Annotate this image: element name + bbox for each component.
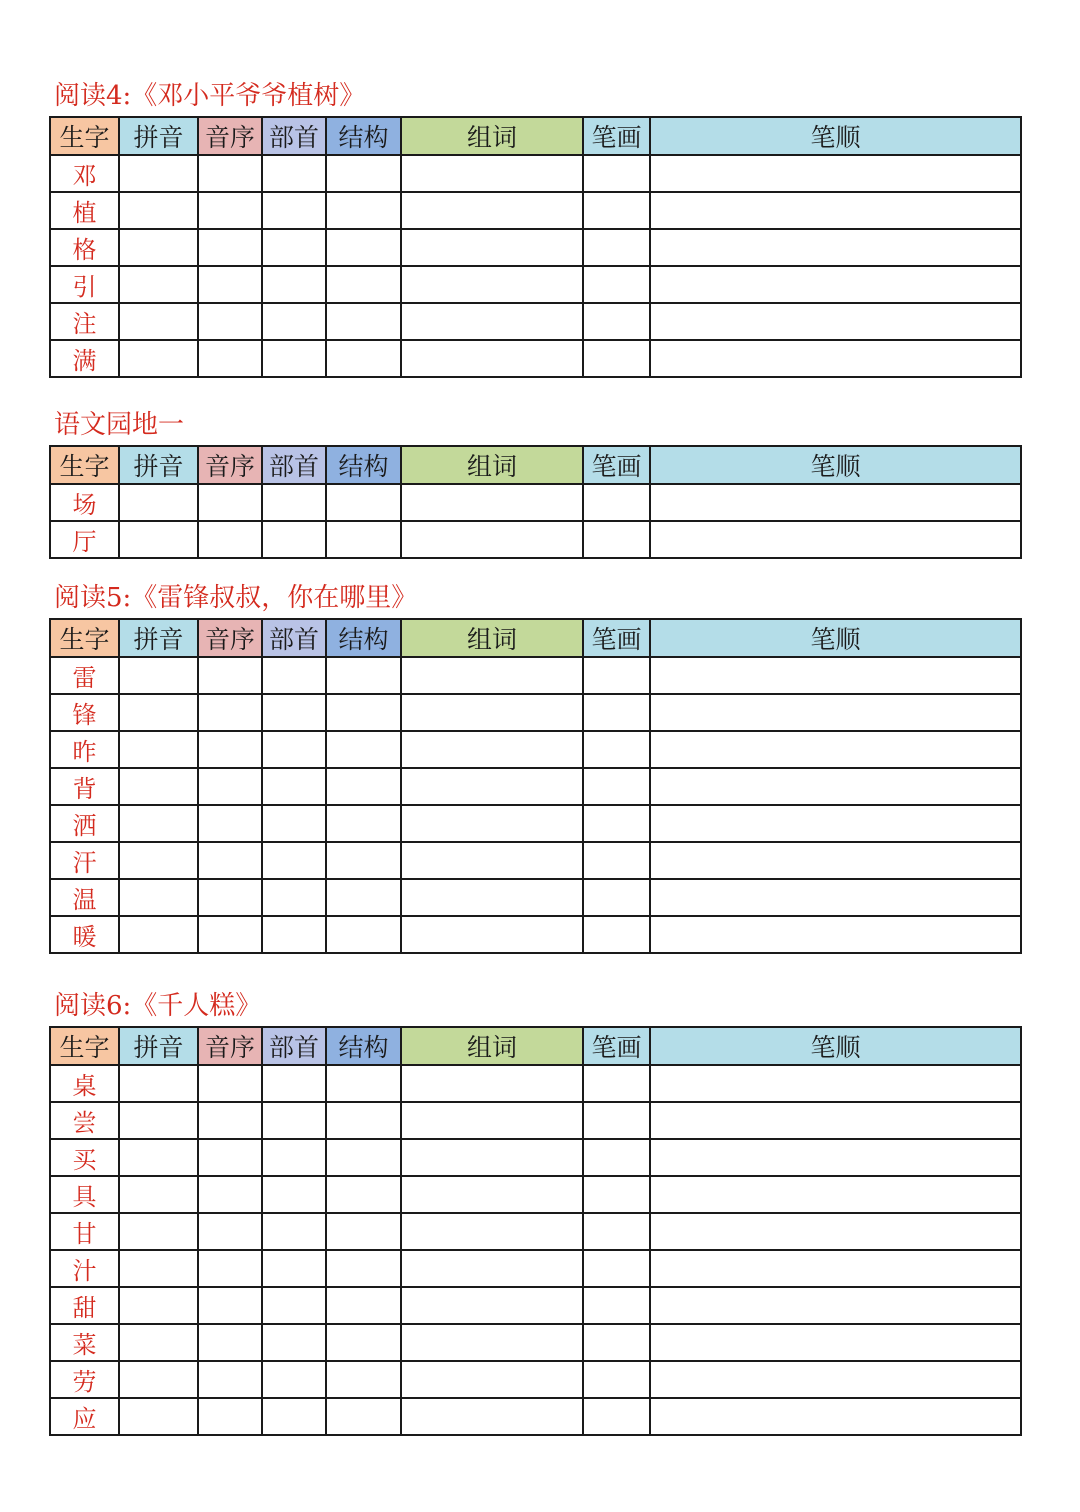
blank-jiegou-cell[interactable] [326, 657, 401, 694]
header-row [50, 1027, 1021, 1065]
blank-bushou-cell[interactable] [262, 1213, 326, 1250]
character-cell: 汁 [50, 1250, 119, 1287]
blank-bihua-cell[interactable] [583, 192, 650, 229]
blank-bishun-cell[interactable] [650, 768, 1021, 805]
blank-bihua-cell[interactable] [583, 1139, 650, 1176]
blank-bihua-cell[interactable] [583, 340, 650, 377]
section-title: 阅读6:《千人糕》 [54, 991, 262, 1021]
header-pinyin: 拼音 [119, 619, 198, 657]
blank-zuci-cell[interactable] [401, 1102, 583, 1139]
blank-bihua-cell[interactable] [583, 768, 650, 805]
blank-yinxu-cell[interactable] [198, 192, 262, 229]
blank-yinxu-cell[interactable] [198, 155, 262, 192]
blank-bishun-cell[interactable] [650, 1361, 1021, 1398]
blank-zuci-cell[interactable] [401, 229, 583, 266]
blank-yinxu-cell[interactable] [198, 1176, 262, 1213]
table-row [50, 1139, 1021, 1176]
blank-pinyin-cell[interactable] [119, 521, 198, 558]
blank-bushou-cell[interactable] [262, 266, 326, 303]
header-bushou: 部首 [262, 1027, 326, 1065]
blank-zuci-cell[interactable] [401, 879, 583, 916]
blank-bishun-cell[interactable] [650, 303, 1021, 340]
table-row [50, 842, 1021, 879]
blank-bihua-cell[interactable] [583, 1324, 650, 1361]
blank-zuci-cell[interactable] [401, 1065, 583, 1102]
table-row [50, 731, 1021, 768]
character-cell: 洒 [50, 805, 119, 842]
blank-yinxu-cell[interactable] [198, 842, 262, 879]
blank-bushou-cell[interactable] [262, 879, 326, 916]
blank-bihua-cell[interactable] [583, 1102, 650, 1139]
header-jiegou: 结构 [326, 619, 401, 657]
blank-bishun-cell[interactable] [650, 155, 1021, 192]
character-cell: 昨 [50, 731, 119, 768]
blank-pinyin-cell[interactable] [119, 805, 198, 842]
blank-jiegou-cell[interactable] [326, 155, 401, 192]
blank-bihua-cell[interactable] [583, 1213, 650, 1250]
blank-zuci-cell[interactable] [401, 303, 583, 340]
blank-bihua-cell[interactable] [583, 916, 650, 953]
blank-jiegou-cell[interactable] [326, 1139, 401, 1176]
blank-bishun-cell[interactable] [650, 694, 1021, 731]
table-row [50, 805, 1021, 842]
blank-yinxu-cell[interactable] [198, 694, 262, 731]
character-table [49, 116, 1022, 378]
blank-jiegou-cell[interactable] [326, 1287, 401, 1324]
character-cell: 厅 [50, 521, 119, 558]
header-yinxu: 音序 [198, 1027, 262, 1065]
blank-bishun-cell[interactable] [650, 1176, 1021, 1213]
blank-bishun-cell[interactable] [650, 266, 1021, 303]
blank-yinxu-cell[interactable] [198, 1398, 262, 1435]
blank-bihua-cell[interactable] [583, 303, 650, 340]
character-table [49, 445, 1022, 559]
header-bihua: 笔画 [583, 619, 650, 657]
header-shengzi: 生字 [50, 117, 119, 155]
header-yinxu: 音序 [198, 117, 262, 155]
table-row [50, 340, 1021, 377]
header-pinyin: 拼音 [119, 117, 198, 155]
blank-bushou-cell[interactable] [262, 192, 326, 229]
blank-pinyin-cell[interactable] [119, 1361, 198, 1398]
table-row [50, 521, 1021, 558]
blank-bihua-cell[interactable] [583, 1250, 650, 1287]
header-bishun: 笔顺 [650, 446, 1021, 484]
blank-yinxu-cell[interactable] [198, 1361, 262, 1398]
character-cell: 雷 [50, 657, 119, 694]
blank-jiegou-cell[interactable] [326, 1250, 401, 1287]
blank-bishun-cell[interactable] [650, 916, 1021, 953]
blank-pinyin-cell[interactable] [119, 1102, 198, 1139]
blank-pinyin-cell[interactable] [119, 731, 198, 768]
table-row [50, 1250, 1021, 1287]
blank-pinyin-cell[interactable] [119, 484, 198, 521]
character-cell: 满 [50, 340, 119, 377]
blank-jiegou-cell[interactable] [326, 340, 401, 377]
character-cell: 锋 [50, 694, 119, 731]
blank-bushou-cell[interactable] [262, 1361, 326, 1398]
blank-zuci-cell[interactable] [401, 916, 583, 953]
table-row [50, 229, 1021, 266]
blank-bishun-cell[interactable] [650, 229, 1021, 266]
blank-bushou-cell[interactable] [262, 1102, 326, 1139]
character-cell: 注 [50, 303, 119, 340]
blank-bihua-cell[interactable] [583, 1176, 650, 1213]
blank-zuci-cell[interactable] [401, 842, 583, 879]
blank-yinxu-cell[interactable] [198, 1139, 262, 1176]
blank-pinyin-cell[interactable] [119, 842, 198, 879]
character-table [49, 618, 1022, 954]
blank-bihua-cell[interactable] [583, 155, 650, 192]
blank-bushou-cell[interactable] [262, 155, 326, 192]
blank-bushou-cell[interactable] [262, 484, 326, 521]
blank-pinyin-cell[interactable] [119, 155, 198, 192]
header-bihua: 笔画 [583, 1027, 650, 1065]
blank-zuci-cell[interactable] [401, 1176, 583, 1213]
table-row [50, 1065, 1021, 1102]
blank-pinyin-cell[interactable] [119, 879, 198, 916]
section-title: 阅读5:《雷锋叔叔，你在哪里》 [54, 583, 418, 613]
blank-yinxu-cell[interactable] [198, 657, 262, 694]
blank-yinxu-cell[interactable] [198, 1102, 262, 1139]
table-row [50, 303, 1021, 340]
blank-bushou-cell[interactable] [262, 916, 326, 953]
blank-bushou-cell[interactable] [262, 1250, 326, 1287]
blank-bihua-cell[interactable] [583, 694, 650, 731]
blank-bushou-cell[interactable] [262, 768, 326, 805]
section-title: 语文园地一 [54, 410, 185, 440]
blank-bihua-cell[interactable] [583, 484, 650, 521]
blank-jiegou-cell[interactable] [326, 1324, 401, 1361]
blank-bishun-cell[interactable] [650, 521, 1021, 558]
character-cell: 甘 [50, 1213, 119, 1250]
blank-yinxu-cell[interactable] [198, 1250, 262, 1287]
blank-zuci-cell[interactable] [401, 731, 583, 768]
blank-jiegou-cell[interactable] [326, 768, 401, 805]
blank-bihua-cell[interactable] [583, 731, 650, 768]
blank-zuci-cell[interactable] [401, 1213, 583, 1250]
blank-zuci-cell[interactable] [401, 155, 583, 192]
blank-pinyin-cell[interactable] [119, 229, 198, 266]
header-bishun: 笔顺 [650, 117, 1021, 155]
blank-jiegou-cell[interactable] [326, 842, 401, 879]
header-pinyin: 拼音 [119, 446, 198, 484]
blank-bushou-cell[interactable] [262, 1287, 326, 1324]
blank-yinxu-cell[interactable] [198, 229, 262, 266]
header-yinxu: 音序 [198, 619, 262, 657]
blank-zuci-cell[interactable] [401, 266, 583, 303]
character-cell: 植 [50, 192, 119, 229]
blank-pinyin-cell[interactable] [119, 694, 198, 731]
header-jiegou: 结构 [326, 446, 401, 484]
header-row [50, 619, 1021, 657]
blank-pinyin-cell[interactable] [119, 1250, 198, 1287]
blank-bushou-cell[interactable] [262, 340, 326, 377]
blank-bihua-cell[interactable] [583, 229, 650, 266]
section-title: 阅读4:《邓小平爷爷植树》 [54, 81, 366, 111]
blank-zuci-cell[interactable] [401, 657, 583, 694]
character-cell: 引 [50, 266, 119, 303]
blank-yinxu-cell[interactable] [198, 879, 262, 916]
blank-zuci-cell[interactable] [401, 521, 583, 558]
blank-jiegou-cell[interactable] [326, 1398, 401, 1435]
blank-jiegou-cell[interactable] [326, 521, 401, 558]
blank-pinyin-cell[interactable] [119, 1324, 198, 1361]
character-table [49, 1026, 1022, 1436]
character-cell: 菜 [50, 1324, 119, 1361]
header-row [50, 446, 1021, 484]
blank-jiegou-cell[interactable] [326, 192, 401, 229]
blank-yinxu-cell[interactable] [198, 768, 262, 805]
header-shengzi: 生字 [50, 446, 119, 484]
table-row [50, 192, 1021, 229]
blank-bishun-cell[interactable] [650, 1213, 1021, 1250]
blank-bishun-cell[interactable] [650, 879, 1021, 916]
table-row [50, 768, 1021, 805]
character-cell: 劳 [50, 1361, 119, 1398]
character-cell: 买 [50, 1139, 119, 1176]
blank-yinxu-cell[interactable] [198, 805, 262, 842]
blank-pinyin-cell[interactable] [119, 1065, 198, 1102]
blank-jiegou-cell[interactable] [326, 1213, 401, 1250]
table-row [50, 484, 1021, 521]
character-cell: 汗 [50, 842, 119, 879]
character-cell: 桌 [50, 1065, 119, 1102]
header-shengzi: 生字 [50, 619, 119, 657]
header-jiegou: 结构 [326, 117, 401, 155]
blank-jiegou-cell[interactable] [326, 731, 401, 768]
character-cell: 温 [50, 879, 119, 916]
blank-pinyin-cell[interactable] [119, 1287, 198, 1324]
blank-bihua-cell[interactable] [583, 657, 650, 694]
blank-yinxu-cell[interactable] [198, 266, 262, 303]
character-cell: 邓 [50, 155, 119, 192]
table-row [50, 266, 1021, 303]
blank-jiegou-cell[interactable] [326, 694, 401, 731]
blank-yinxu-cell[interactable] [198, 731, 262, 768]
blank-bushou-cell[interactable] [262, 303, 326, 340]
blank-bishun-cell[interactable] [650, 340, 1021, 377]
blank-bishun-cell[interactable] [650, 1287, 1021, 1324]
blank-bushou-cell[interactable] [262, 657, 326, 694]
blank-pinyin-cell[interactable] [119, 768, 198, 805]
character-cell: 尝 [50, 1102, 119, 1139]
blank-zuci-cell[interactable] [401, 192, 583, 229]
blank-bishun-cell[interactable] [650, 805, 1021, 842]
blank-bishun-cell[interactable] [650, 1324, 1021, 1361]
table-row [50, 916, 1021, 953]
blank-pinyin-cell[interactable] [119, 266, 198, 303]
blank-jiegou-cell[interactable] [326, 916, 401, 953]
blank-pinyin-cell[interactable] [119, 192, 198, 229]
character-cell: 背 [50, 768, 119, 805]
header-yinxu: 音序 [198, 446, 262, 484]
blank-yinxu-cell[interactable] [198, 1065, 262, 1102]
blank-jiegou-cell[interactable] [326, 879, 401, 916]
header-bushou: 部首 [262, 619, 326, 657]
header-bushou: 部首 [262, 446, 326, 484]
blank-bishun-cell[interactable] [650, 731, 1021, 768]
blank-bishun-cell[interactable] [650, 657, 1021, 694]
blank-jiegou-cell[interactable] [326, 805, 401, 842]
blank-zuci-cell[interactable] [401, 694, 583, 731]
header-zuci: 组词 [401, 619, 583, 657]
table-row [50, 694, 1021, 731]
blank-zuci-cell[interactable] [401, 1324, 583, 1361]
blank-pinyin-cell[interactable] [119, 303, 198, 340]
blank-bishun-cell[interactable] [650, 192, 1021, 229]
header-zuci: 组词 [401, 446, 583, 484]
blank-bishun-cell[interactable] [650, 1065, 1021, 1102]
blank-yinxu-cell[interactable] [198, 916, 262, 953]
blank-bihua-cell[interactable] [583, 1361, 650, 1398]
blank-jiegou-cell[interactable] [326, 484, 401, 521]
table-row [50, 1324, 1021, 1361]
blank-bushou-cell[interactable] [262, 805, 326, 842]
blank-bihua-cell[interactable] [583, 266, 650, 303]
blank-bushou-cell[interactable] [262, 521, 326, 558]
blank-jiegou-cell[interactable] [326, 1102, 401, 1139]
blank-zuci-cell[interactable] [401, 1250, 583, 1287]
table-row [50, 1213, 1021, 1250]
blank-bushou-cell[interactable] [262, 1176, 326, 1213]
blank-zuci-cell[interactable] [401, 1287, 583, 1324]
character-cell: 场 [50, 484, 119, 521]
blank-zuci-cell[interactable] [401, 768, 583, 805]
blank-bihua-cell[interactable] [583, 1065, 650, 1102]
table-row [50, 879, 1021, 916]
blank-jiegou-cell[interactable] [326, 303, 401, 340]
header-bihua: 笔画 [583, 117, 650, 155]
blank-bushou-cell[interactable] [262, 1324, 326, 1361]
blank-yinxu-cell[interactable] [198, 521, 262, 558]
character-cell: 甜 [50, 1287, 119, 1324]
blank-yinxu-cell[interactable] [198, 303, 262, 340]
blank-zuci-cell[interactable] [401, 1361, 583, 1398]
table-row [50, 1398, 1021, 1435]
blank-zuci-cell[interactable] [401, 340, 583, 377]
header-bihua: 笔画 [583, 446, 650, 484]
blank-bishun-cell[interactable] [650, 842, 1021, 879]
blank-jiegou-cell[interactable] [326, 1361, 401, 1398]
blank-yinxu-cell[interactable] [198, 1287, 262, 1324]
blank-bushou-cell[interactable] [262, 1065, 326, 1102]
header-bushou: 部首 [262, 117, 326, 155]
table-row [50, 1176, 1021, 1213]
header-jiegou: 结构 [326, 1027, 401, 1065]
table-row [50, 155, 1021, 192]
blank-bishun-cell[interactable] [650, 1139, 1021, 1176]
blank-bishun-cell[interactable] [650, 1102, 1021, 1139]
blank-bushou-cell[interactable] [262, 842, 326, 879]
character-cell: 具 [50, 1176, 119, 1213]
blank-jiegou-cell[interactable] [326, 1065, 401, 1102]
character-cell: 应 [50, 1398, 119, 1435]
table-row [50, 1287, 1021, 1324]
blank-bushou-cell[interactable] [262, 1398, 326, 1435]
blank-bihua-cell[interactable] [583, 805, 650, 842]
blank-pinyin-cell[interactable] [119, 1213, 198, 1250]
blank-bihua-cell[interactable] [583, 1287, 650, 1324]
blank-bishun-cell[interactable] [650, 1398, 1021, 1435]
blank-bushou-cell[interactable] [262, 731, 326, 768]
blank-yinxu-cell[interactable] [198, 484, 262, 521]
header-bishun: 笔顺 [650, 1027, 1021, 1065]
blank-bushou-cell[interactable] [262, 694, 326, 731]
header-shengzi: 生字 [50, 1027, 119, 1065]
blank-zuci-cell[interactable] [401, 1139, 583, 1176]
character-cell: 格 [50, 229, 119, 266]
blank-bushou-cell[interactable] [262, 1139, 326, 1176]
character-cell: 暖 [50, 916, 119, 953]
table-row [50, 1361, 1021, 1398]
blank-bishun-cell[interactable] [650, 484, 1021, 521]
header-bishun: 笔顺 [650, 619, 1021, 657]
blank-jiegou-cell[interactable] [326, 229, 401, 266]
blank-pinyin-cell[interactable] [119, 1176, 198, 1213]
blank-pinyin-cell[interactable] [119, 916, 198, 953]
header-zuci: 组词 [401, 1027, 583, 1065]
blank-pinyin-cell[interactable] [119, 657, 198, 694]
blank-yinxu-cell[interactable] [198, 1324, 262, 1361]
blank-bishun-cell[interactable] [650, 1250, 1021, 1287]
blank-pinyin-cell[interactable] [119, 1398, 198, 1435]
header-pinyin: 拼音 [119, 1027, 198, 1065]
blank-bushou-cell[interactable] [262, 229, 326, 266]
table-row [50, 1102, 1021, 1139]
blank-jiegou-cell[interactable] [326, 266, 401, 303]
blank-jiegou-cell[interactable] [326, 1176, 401, 1213]
blank-yinxu-cell[interactable] [198, 340, 262, 377]
blank-bihua-cell[interactable] [583, 879, 650, 916]
table-row [50, 657, 1021, 694]
blank-pinyin-cell[interactable] [119, 1139, 198, 1176]
blank-zuci-cell[interactable] [401, 1398, 583, 1435]
header-zuci: 组词 [401, 117, 583, 155]
blank-bihua-cell[interactable] [583, 1398, 650, 1435]
blank-pinyin-cell[interactable] [119, 340, 198, 377]
header-row [50, 117, 1021, 155]
blank-yinxu-cell[interactable] [198, 1213, 262, 1250]
blank-bihua-cell[interactable] [583, 521, 650, 558]
blank-zuci-cell[interactable] [401, 805, 583, 842]
blank-zuci-cell[interactable] [401, 484, 583, 521]
blank-bihua-cell[interactable] [583, 842, 650, 879]
